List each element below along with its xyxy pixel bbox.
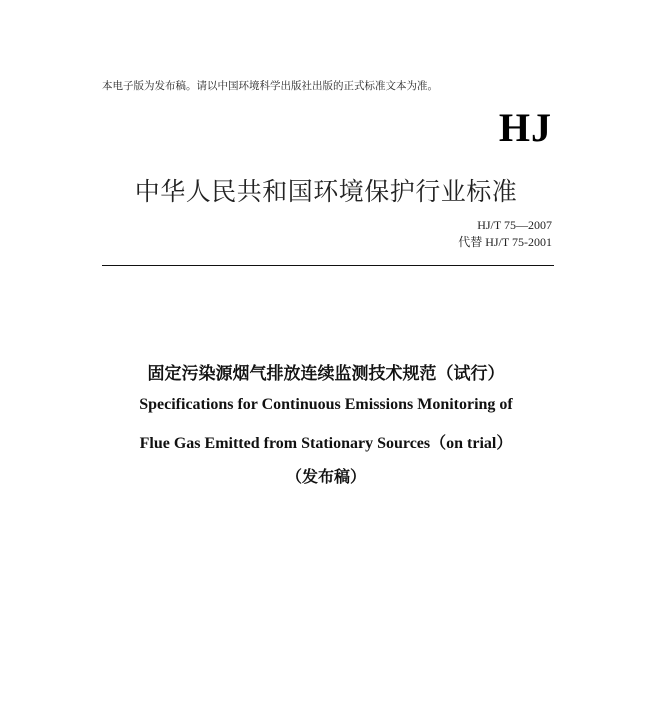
document-title-english-line2: Flue Gas Emitted from Stationary Sources（on trial） bbox=[139, 435, 513, 452]
standard-codes bbox=[458, 217, 552, 251]
replaces-standard: 代替 HJ/T 75-2001 bbox=[458, 235, 552, 249]
draft-label: （发布稿） bbox=[285, 467, 366, 486]
header-divider bbox=[102, 265, 554, 266]
hj-logo: HJ bbox=[498, 105, 552, 150]
standard-category-title: 中华人民共和国环境保护行业标准 bbox=[134, 177, 518, 206]
document-title-english-line1: Specifications for Continuous Emissions Monitoring of bbox=[139, 396, 513, 413]
standard-number: HJ/T 75—2007 bbox=[477, 218, 552, 232]
document-title-chinese: 固定污染源烟气排放连续监测技术规范（试行） bbox=[147, 364, 505, 384]
edition-notice: 本电子版为发布稿。请以中国环境科学出版社出版的正式标准文本为准。 bbox=[102, 80, 438, 92]
